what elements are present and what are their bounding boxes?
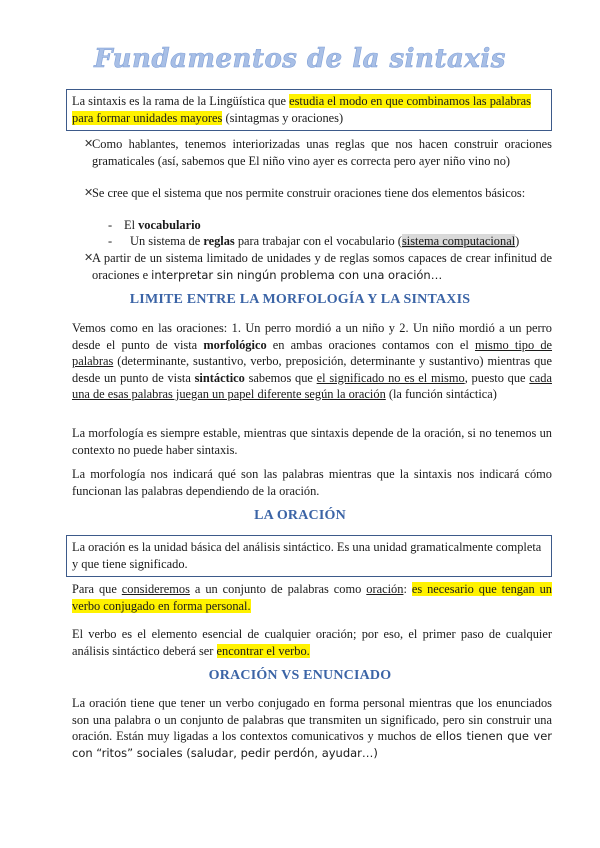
sub-text-3: ) bbox=[515, 234, 520, 248]
highlight: encontrar el verbo. bbox=[216, 643, 310, 658]
text: : bbox=[403, 582, 412, 596]
dash-icon: - bbox=[108, 234, 113, 248]
intro-text: La sintaxis es la rama de la Lingüística que bbox=[72, 94, 290, 108]
bullet-text: A partir de un sistema limitado de unidades y de reglas somos capaces de crear infinitud de oraciones e bbox=[92, 251, 552, 282]
sub-bold: vocabulario bbox=[138, 218, 201, 232]
limite-paragraph-1 bbox=[72, 320, 552, 403]
text: La oración tiene que tener un verbo conjugado en forma personal mientras que los enunciados son una palabra o un conjunto de palabras que transmiten un significado, pero sin construir una oración. Están muy ligadas a los contextos comunicativos y muchos de bbox=[72, 696, 552, 743]
limite-paragraph-3: La morfología nos indicará qué son las palabras mientras que la sintaxis nos indicará cómo funcionan las palabras dependiendo de la oración. bbox=[72, 467, 552, 498]
bullet-item-hablantes bbox=[84, 136, 552, 169]
underlined: mismo tipo de palabras bbox=[72, 337, 553, 368]
underlined: consideremos bbox=[121, 582, 190, 596]
bullet-handwritten: interpretar sin ningún problema con una oración… bbox=[151, 267, 443, 282]
enunciado-paragraph-1 bbox=[72, 695, 552, 761]
bullet-x-icon: ✕ bbox=[84, 186, 94, 199]
bullet-x-icon: ✕ bbox=[84, 251, 94, 264]
sub-text-2: para trabajar con el vocabulario ( bbox=[234, 234, 402, 248]
bold: sintáctico bbox=[194, 370, 245, 385]
bullet-x-icon: ✕ bbox=[84, 137, 94, 150]
intro-highlight: estudia el modo en que combinamos las palabras para formar unidades mayores bbox=[72, 94, 532, 125]
text: (la función sintáctica) bbox=[385, 387, 497, 401]
sub-grey-highlight: sistema computacional bbox=[401, 234, 516, 248]
underlined: cada una de esas palabras juegan un papel diferente según la oración bbox=[72, 370, 552, 401]
intro-text-end: (sintagmas y oraciones) bbox=[222, 111, 344, 125]
text: sabemos que bbox=[244, 370, 317, 385]
text: a un conjunto de palabras como bbox=[189, 582, 367, 596]
section-heading-enunciado: ORACIÓN VS ENUNCIADO bbox=[208, 668, 392, 683]
sub-text: Un sistema de bbox=[130, 234, 204, 248]
limite-paragraph-2: La morfología es siempre estable, mientras que sintaxis depende de la oración, si no tenemos un contexto no puede haber sintaxis. bbox=[72, 426, 552, 457]
sub-item-reglas bbox=[108, 233, 520, 250]
bold: morfológico bbox=[203, 337, 267, 352]
intro-definition-box bbox=[66, 89, 552, 131]
highlight: es necesario que tengan un verbo conjugado en forma personal. bbox=[72, 582, 552, 613]
text: Para que bbox=[72, 582, 122, 596]
text: , puesto que bbox=[464, 370, 530, 385]
text: El verbo es el elemento esencial de cualquier oración; por eso, el primer paso de cualquier análisis sintáctico deberá ser bbox=[72, 627, 552, 658]
underlined: el significado no es el mismo bbox=[316, 370, 465, 385]
section-heading-limite: LIMITE ENTRE LA MORFOLOGÍA Y LA SINTAXIS bbox=[129, 292, 471, 307]
text: en ambas oraciones contamos con el bbox=[266, 337, 475, 352]
section-heading-oracion: LA ORACIÓN bbox=[254, 508, 346, 523]
oracion-definition-box: La oración es la unidad básica del análisis sintáctico. Es una unidad gramaticalmente completa y que tiene significado. bbox=[66, 535, 552, 577]
page-title: Fundamentos de la sintaxis bbox=[94, 44, 506, 74]
sub-item-vocabulario bbox=[108, 217, 201, 234]
oracion-paragraph-1 bbox=[72, 581, 552, 614]
text: Vemos como en las oraciones: 1. Un perro mordió a un niño y 2. Un niño mordió a un perro desde el punto de vista bbox=[72, 321, 552, 352]
handwritten-text: ellos tienen que ver con “ritos” sociales (saludar, pedir perdón, ayudar…) bbox=[72, 729, 553, 760]
bullet-item-infinitud bbox=[84, 250, 552, 283]
sub-bold: reglas bbox=[203, 234, 235, 248]
underlined: oración bbox=[366, 582, 404, 596]
dash-icon: - bbox=[108, 218, 113, 232]
oracion-paragraph-2 bbox=[72, 626, 552, 659]
sub-text: El bbox=[124, 218, 139, 232]
bullet-item-sistema bbox=[84, 185, 552, 202]
bullet-text: Se cree que el sistema que nos permite construir oraciones tiene dos elementos básicos: bbox=[92, 186, 526, 200]
bullet-text: Como hablantes, tenemos interiorizadas unas reglas que nos hacen construir oraciones gramaticales (así, sabemos que El niño vino ayer es correcta pero ayer niño vino no) bbox=[92, 137, 552, 168]
text: (determinante, sustantivo, verbo, preposición, determinante y sustantivo) mientras que desde un punto de vista bbox=[72, 354, 552, 385]
